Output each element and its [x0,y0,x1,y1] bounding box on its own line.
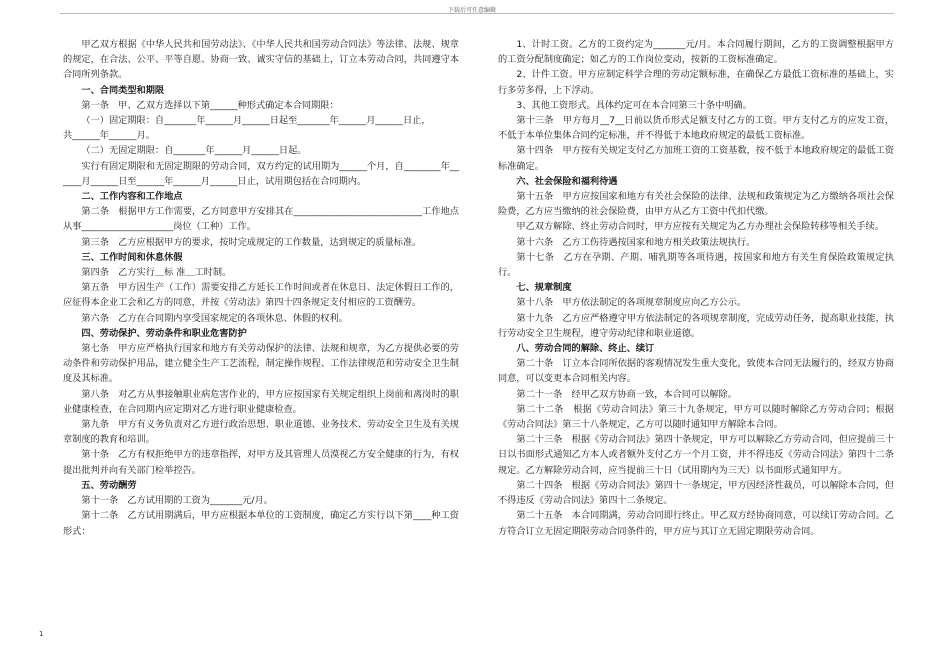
section-heading: 四、劳动保护、劳动条件和职业危害防护 [81,327,247,339]
clause-paragraph: （二）无固定期限：自_______年______月______日起。 [81,145,307,157]
section-heading: 七、规章制度 [516,282,572,294]
clause-paragraph: 第二十三条 根据《劳动合同法》第四十条规定，甲方可以解除乙方劳动合同，但应提前三十日以书面形式通知乙方本人或者额外支付乙方一个月工资，并不得违反《劳动合同法》第四十二条规定。乙方解除劳动合同，应当提前三十日（试用期内为三天）以书面形式通知甲方。 [498,434,894,476]
clause-paragraph: （一）固定期限：自_______年______月______日起至_______年______月______日止， [81,115,431,127]
clause-paragraph: 2、计件工资。甲方应制定科学合理的劳动定额标准，在确保乙方最低工资标准的基础上，实行多劳多得，上下浮动。 [498,69,894,96]
clause-paragraph: 第二十条 订立本合同所依据的客观情况发生重大变化，致使本合同无法履行的，经双方协商同意，可以变更本合同相关内容。 [498,358,894,385]
clause-paragraph: 第十五条 甲方应按国家和地方有关社会保险的法律、法规和政策规定为乙方缴纳各项社会保险费，乙方应当缴纳的社会保险费，由甲方从乙方工资中代扣代缴。 [498,191,894,218]
clause-paragraph: 第二条 根据甲方工作需要，乙方同意甲方安排其在____________________________工作地点从事____________________岗位（工种）工作。 [63,206,459,233]
page-number: 1 [39,630,44,638]
clause-paragraph: 第二十一条 经甲乙双方协商一致，本合同可以解除。 [516,388,737,400]
section-heading: 三、工作时间和休息休假 [81,251,183,263]
clause-paragraph: 第二十二条 根据《劳动合同法》第三十九条规定，甲方可以随时解除乙方劳动合同；根据《劳动合同法》第三十八条规定，乙方可以随时通知甲方解除本合同。 [498,403,894,431]
clause-paragraph: 3、其他工资形式。具体约定可在本合同第三十条中明确。 [516,99,752,111]
clause-paragraph: 第六条 乙方在合同期内享受国家规定的各项休息、休假的权利。 [81,312,348,324]
clause-paragraph: 第三条 乙方应根据甲方的要求，按时完成规定的工作数量，达到规定的质量标准。 [81,236,422,248]
clause-paragraph: 第八条 对乙方从事接触职业病危害作业的，甲方应按国家有关规定组织上岗前和离岗时的职业健康检查，在合同期内应定期对乙方进行职业健康检查。 [63,388,459,415]
clause-paragraph: 共______年______月。 [63,130,155,142]
section-heading: 六、社会保险和福利待遇 [516,175,618,187]
clause-paragraph: 第十一条 乙方试用期的工资为_______元/月。 [81,495,273,507]
section-heading: 一、合同类型和期限 [81,84,165,96]
clause-paragraph: 实行有固定期限和无固定期限的劳动合同，双方约定的试用期为______个月，自________年______月______日至______年______月______日止，试用期包括在合同期内。 [63,160,459,187]
header-note: 下载后可任意编辑 [448,7,497,14]
section-heading: 五、劳动酬劳 [81,479,137,491]
clause-paragraph: 第十六条 乙方工伤待遇按国家和地方相关政策法规执行。 [516,236,756,248]
clause-paragraph: 第十三条 甲方每月__7__日前以货币形式足额支付乙方的工资。甲方支付乙方的应发工资，不低于本单位集体合同约定标准，并不得低于本地政府规定的最低工资标准。 [498,115,894,142]
clause-paragraph: 甲乙双方根据《中华人民共和国劳动法》、《中华人民共和国劳动合同法》等法律、法规、规章的规定，在合法、公平、平等自愿、协商一致、诚实守信的基础上，订立本劳动合同，共同遵守本合同所列条款。 [63,39,459,81]
clause-paragraph: 第五条 甲方因生产（工作）需要安排乙方延长工作时间或者在休息日、法定休假日工作的，应征得本企业工会和乙方的同意，并按《劳动法》第四十四条规定支付相应的工资酬劳。 [63,282,459,309]
header-divider [60,13,894,14]
clause-paragraph: 第二十四条 根据《劳动合同法》第四十一条规定，甲方因经济性裁员，可以解除本合同，但不得违反《劳动合同法》第四十二条规定。 [498,479,894,507]
clause-paragraph: 第十二条 乙方试用期满后，甲方应根据本单位的工资制度，确定乙方实行以下第____种工资形式： [63,510,459,537]
clause-paragraph: 第四条 乙方实行＿标 准＿工时制。 [81,267,232,279]
clause-paragraph: 第一条 甲、乙双方选择以下第______种形式确定本合同期限： [81,99,339,111]
clause-paragraph: 第十七条 乙方在孕期、产期、哺乳期等各项待遇，按国家和地方有关生育保险政策规定执行。 [498,251,894,279]
clause-paragraph: 第十八条 甲方依法制定的各项规章制度应向乙方公示。 [516,297,747,309]
clause-paragraph: 1、计时工资。乙方的工资约定为_______元/月。本合同履行期间，乙方的工资调整根据甲方的工资分配制度确定；如乙方的工作岗位变动，按新的工资标准确定。 [498,39,894,66]
clause-paragraph: 第十九条 乙方应严格遵守甲方依法制定的各项规章制度，完成劳动任务，提高职业技能，执行劳动安全卫生规程，遵守劳动纪律和职业道德。 [498,312,894,339]
clause-paragraph: 第七条 甲方应严格执行国家和地方有关劳动保护的法律、法规和规章，为乙方提供必要的劳动条件和劳动保护用品，建立健全生产工艺流程，制定操作规程、工作法律规范和劳动安全卫生制度及其标准。 [63,343,459,385]
clause-paragraph: 第九条 甲方有义务负责对乙方进行政治思想、职业道德、业务技术、劳动安全卫生及有关规章制度的教育和培训。 [63,419,459,446]
section-heading: 八、劳动合同的解除、终止、续订 [516,343,655,355]
clause-paragraph: 第二十五条 本合同期满，劳动合同即行终止。甲乙双方经协商同意，可以续订劳动合同。乙方符合订立无固定期限劳动合同条件的，甲方应与其订立无固定期限劳动合同。 [498,510,894,537]
clause-paragraph: 甲乙双方解除、终止劳动合同时，甲方应按有关规定为乙方办理社会保险转移等相关手续。 [516,221,884,233]
clause-paragraph: 第十条 乙方有权拒绝甲方的违章指挥，对甲方及其管理人员漠视乙方安全健康的行为，有权提出批判并向有关部门检举控告。 [63,449,459,476]
section-heading: 二、工作内容和工作地点 [81,191,183,203]
left-column [63,37,459,539]
right-column [498,37,894,539]
clause-paragraph: 第十四条 甲方按有关规定支付乙方加班工资的工资基数，按不低于本地政府规定的最低工资标准确定。 [498,145,894,172]
